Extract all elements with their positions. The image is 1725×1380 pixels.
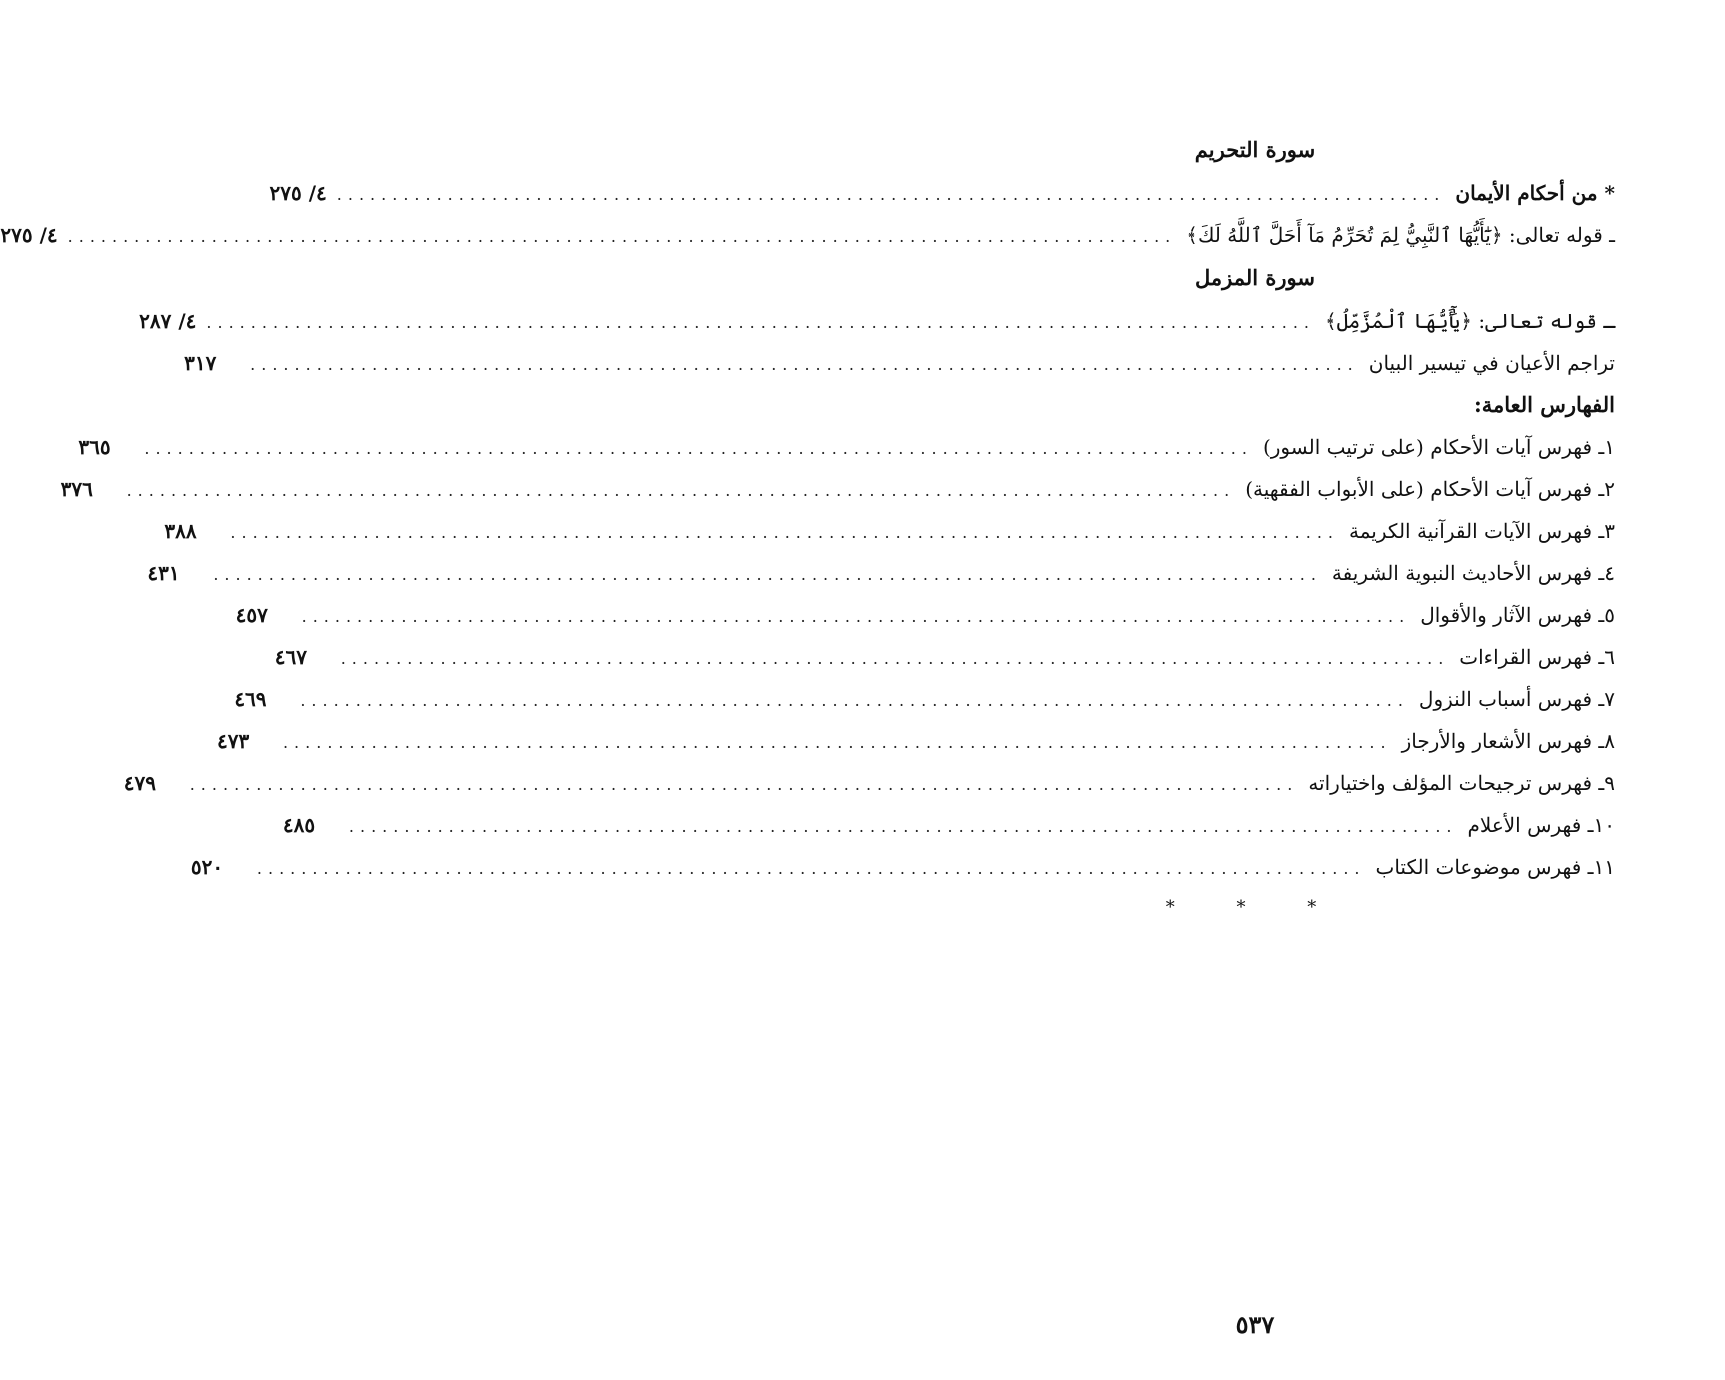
section-heading-tahrim: سورة التحريم	[1194, 137, 1316, 162]
leader-dots: ....................................................................................................	[336, 185, 1446, 204]
separator-stars: * * *	[1165, 897, 1345, 918]
toc-row	[269, 172, 1615, 214]
index-row	[147, 552, 1615, 594]
leader-dots: ....................................................................................................	[189, 775, 1299, 794]
index-entry-page: ٤٧٣	[216, 729, 250, 753]
leader-dots: ....................................................................................................	[144, 439, 1253, 458]
toc-entry-label: تراجم الأعيان في تيسير البيان	[1368, 351, 1615, 375]
leader-dots: ....................................................................................................	[230, 523, 1340, 542]
index-row	[274, 636, 1615, 678]
index-row	[78, 426, 1615, 468]
index-entry-page: ٤٧٩	[123, 771, 156, 795]
toc-entry-page: ٤/ ٢٧٥	[269, 181, 327, 205]
index-entry-label: ٨ـ فهرس الأشعار والأرجاز	[1401, 729, 1615, 753]
toc-entry-page: ٤/ ٢٧٥	[0, 223, 58, 247]
index-entry-label: ٤ـ فهرس الأحاديث النبوية الشريفة	[1331, 561, 1615, 585]
index-entry-page: ٤٦٧	[274, 645, 307, 669]
toc-entry-page: ٣١٧	[184, 351, 217, 375]
toc-row	[139, 300, 1615, 342]
leader-dots: ....................................................................................................	[340, 649, 1450, 668]
toc-entry-label: * من أحكام الأيمان	[1455, 181, 1615, 205]
leader-dots: ....................................................................................................	[256, 859, 1366, 878]
toc-row	[184, 342, 1615, 384]
index-row	[123, 762, 1615, 804]
index-entry-label: ٦ـ فهرس القراءات	[1459, 645, 1615, 669]
toc-entry-label: ـ قوله تعالى: ﴿يَٰٓأَيُّهَا ٱلنَّبِيُّ لِمَ تُحَرِّمُ مَآ أَحَلَّ ٱللَّهُ لَكَ﴾	[1186, 223, 1615, 247]
index-entry-label: ٧ـ فهرس أسباب النزول	[1418, 687, 1615, 711]
index-entry-label: ١١ـ فهرس موضوعات الكتاب	[1375, 855, 1615, 879]
index-entry-page: ٣٦٥	[78, 435, 111, 459]
index-row	[216, 720, 1615, 762]
index-entry-label: ٥ـ فهرس الآثار والأقوال	[1420, 603, 1615, 627]
index-entry-label: ٢ـ فهرس آيات الأحكام (على الأبواب الفقهية)	[1245, 477, 1615, 501]
section-heading-indexes: الفهارس العامة:	[1473, 392, 1615, 417]
index-entry-page: ٥٢٠	[190, 855, 224, 879]
index-entry-page: ٤٥٧	[235, 603, 268, 627]
index-entry-page: ٣٨٨	[164, 519, 197, 543]
index-entry-page: ٣٧٦	[60, 477, 93, 501]
leader-dots: ....................................................................................................	[250, 355, 1359, 374]
leader-dots: ....................................................................................................	[348, 817, 1458, 836]
index-row	[282, 804, 1615, 846]
index-entry-label: ٩ـ فهرس ترجيحات المؤلف واختياراته	[1308, 771, 1615, 795]
index-entry-label: ١ـ فهرس آيات الأحكام (على ترتيب السور)	[1262, 435, 1615, 459]
index-entry-label: ١٠ـ فهرس الأعلام	[1467, 813, 1615, 837]
leader-dots: ....................................................................................................	[126, 481, 1236, 500]
index-row	[234, 678, 1615, 720]
page-number: ٥٣٧	[1235, 1310, 1275, 1339]
leader-dots: ....................................................................................................	[282, 733, 1392, 752]
index-row	[235, 594, 1615, 636]
index-row	[60, 468, 1615, 510]
leader-dots: ....................................................................................................	[67, 227, 1177, 246]
index-entry-page: ٤٦٩	[234, 687, 267, 711]
toc-entry-page: ٤/ ٢٨٧	[139, 309, 197, 333]
toc-entry-label: ـ قوله تعالى: ﴿يَٰٓأَيُّهَا ٱلْمُزَّمِّلُ﴾	[1325, 309, 1615, 333]
index-entry-page: ٤٣١	[147, 561, 180, 585]
index-entry-page: ٤٨٥	[282, 813, 316, 837]
leader-dots: ....................................................................................................	[206, 313, 1316, 332]
index-row	[190, 846, 1615, 888]
table-of-contents	[0, 128, 1615, 928]
index-row	[164, 510, 1615, 552]
section-heading-muzzammil: سورة المزمل	[1194, 265, 1315, 290]
toc-row	[0, 214, 1615, 256]
leader-dots: ....................................................................................................	[213, 565, 1322, 584]
leader-dots: ....................................................................................................	[301, 607, 1411, 626]
leader-dots: ....................................................................................................	[300, 691, 1409, 710]
index-entry-label: ٣ـ فهرس الآيات القرآنية الكريمة	[1349, 519, 1615, 543]
